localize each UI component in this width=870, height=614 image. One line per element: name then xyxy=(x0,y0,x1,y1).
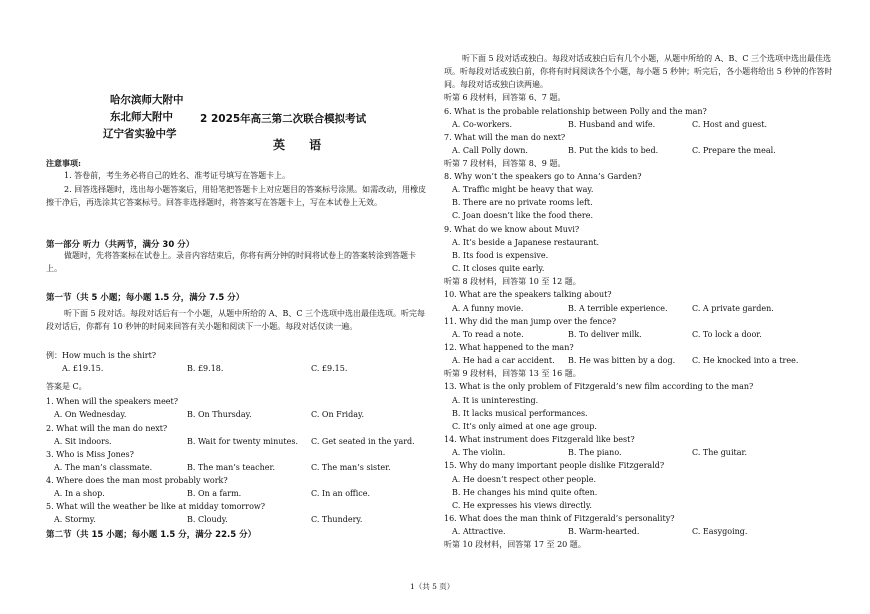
section1-heading: 第一节（共 5 小题；每小题 1.5 分，满分 7.5 分） xyxy=(46,293,245,303)
q7-option-a: A. Call Polly down. xyxy=(452,146,528,155)
q8-option-a: A. Traffic might be heavy that way. xyxy=(452,185,594,194)
q4-option-b: B. On a farm. xyxy=(187,489,242,498)
q12-option-c: C. He knocked into a tree. xyxy=(692,356,799,365)
q6-option-c: C. Host and guest. xyxy=(692,120,768,129)
q9-option-b: B. Its food is expensive. xyxy=(452,251,549,260)
q10-option-a: A. A funny movie. xyxy=(452,304,524,313)
q2-option-b: B. Wait for twenty minutes. xyxy=(187,437,298,446)
q11-option-c: C. To lock a door. xyxy=(692,330,762,339)
question-1: 1. When will the speakers meet? xyxy=(46,397,179,406)
q8-option-c: C. Joan doesn’t like the food there. xyxy=(452,211,593,220)
example-question: 例：How much is the shirt? xyxy=(46,351,157,360)
q6-option-b: B. Husband and wife. xyxy=(568,120,656,129)
part1-intro: 做题时，先将答案标在试卷上。录音内容结束后，你将有两分钟的时间将试卷上的答案转涂到答题卡上。 xyxy=(46,251,416,273)
q5-option-c: C. Thundery. xyxy=(311,515,363,524)
q15-option-b: B. He changes his mind quite often. xyxy=(452,488,598,497)
part1-heading: 第一部分 听力（共两节，满分 30 分） xyxy=(46,240,195,250)
school-name-3: 辽宁省实验中学 xyxy=(103,128,177,140)
q15-option-c: C. He expresses his views directly. xyxy=(452,501,592,510)
material-7-note: 听第 7 段材料，回答第 8、9 题。 xyxy=(444,159,566,168)
q3-option-a: A. The man’s classmate. xyxy=(54,463,153,472)
q1-option-a: A. On Wednesday. xyxy=(54,410,127,419)
material-8-note: 听第 8 段材料，回答第 10 至 12 题。 xyxy=(444,277,581,286)
question-8: 8. Why won’t the speakers go to Anna’s Garden? xyxy=(444,172,642,181)
q3-option-c: C. The man’s sister. xyxy=(311,463,391,472)
material-10-note: 听第 10 段材料，回答第 17 至 20 题。 xyxy=(444,540,586,549)
notes-item-1: 1. 答卷前，考生务必将自己的姓名、准考证号填写在答题卡上。 xyxy=(64,171,291,180)
q2-option-c: C. Get seated in the yard. xyxy=(311,437,415,446)
q13-option-b: B. It lacks musical performances. xyxy=(452,409,588,418)
q16-option-b: B. Warm-hearted. xyxy=(568,527,640,536)
example-answer: 答案是 C。 xyxy=(46,382,87,391)
q12-option-b: B. He was bitten by a dog. xyxy=(568,356,676,365)
subject-title: 英 语 xyxy=(273,138,332,152)
q3-option-b: B. The man’s teacher. xyxy=(187,463,276,472)
q9-option-c: C. It closes quite early. xyxy=(452,264,545,273)
q13-option-a: A. It is uninteresting. xyxy=(452,396,539,405)
q1-option-c: C. On Friday. xyxy=(311,410,364,419)
page-number: 1（共 5 页） xyxy=(410,582,455,591)
example-option-c: C. £9.15. xyxy=(311,364,348,373)
q10-option-b: B. A terrible experience. xyxy=(568,304,668,313)
section1-instructions: 听下面 5 段对话。每段对话后有一个小题，从题中所给的 A、B、C 三个选项中选出最佳选项。听完每段对话后，你都有 10 秒钟的时间来回答有关小题和阅读下一小题。每段对话仅读一遍。 xyxy=(46,309,426,331)
question-3: 3. Who is Miss Jones? xyxy=(46,450,134,459)
section2-heading: 第二节（共 15 小题；每小题 1.5 分，满分 22.5 分） xyxy=(46,530,257,540)
question-16: 16. What does the man think of Fitzgerald’s personality? xyxy=(444,514,675,523)
material-9-note: 听第 9 段材料，回答第 13 至 16 题。 xyxy=(444,369,581,378)
question-14: 14. What instrument does Fitzgerald like best? xyxy=(444,435,635,444)
notes-heading: 注意事项: xyxy=(46,158,81,168)
example-option-b: B. £9.18. xyxy=(187,364,224,373)
q8-option-b: B. There are no private rooms left. xyxy=(452,198,593,207)
q10-option-c: C. A private garden. xyxy=(692,304,774,313)
question-11: 11. Why did the man jump over the fence? xyxy=(444,317,617,326)
question-4: 4. Where does the man most probably work? xyxy=(46,476,228,485)
q6-option-a: A. Co-workers. xyxy=(452,120,513,129)
q16-option-c: C. Easygoing. xyxy=(692,527,748,536)
q11-option-b: B. To deliver milk. xyxy=(568,330,642,339)
question-5: 5. What will the weather be like at midday tomorrow? xyxy=(46,502,266,511)
material-6-note: 听第 6 段材料，回答第 6、7 题。 xyxy=(444,93,566,102)
example-option-a: A. £19.15. xyxy=(62,364,104,373)
q14-option-c: C. The guitar. xyxy=(692,448,747,457)
q5-option-a: A. Stormy. xyxy=(54,515,96,524)
q5-option-b: B. Cloudy. xyxy=(187,515,228,524)
q14-option-a: A. The violin. xyxy=(452,448,506,457)
question-7: 7. What will the man do next? xyxy=(444,133,566,142)
exam-title: 2 2025年高三第二次联合模拟考试 xyxy=(200,113,367,125)
q7-option-b: B. Put the kids to bed. xyxy=(568,146,659,155)
school-name-2: 东北师大附中 xyxy=(110,111,173,123)
q1-option-b: B. On Thursday. xyxy=(187,410,252,419)
question-15: 15. Why do many important people dislike Fitzgerald? xyxy=(444,461,665,470)
school-name-1: 哈尔滨师大附中 xyxy=(110,94,184,106)
question-2: 2. What will the man do next? xyxy=(46,424,168,433)
q14-option-b: B. The piano. xyxy=(568,448,622,457)
q2-option-a: A. Sit indoors. xyxy=(54,437,112,446)
question-12: 12. What happened to the man? xyxy=(444,343,574,352)
question-9: 9. What do we know about Muvi? xyxy=(444,225,580,234)
q11-option-a: A. To read a note. xyxy=(452,330,524,339)
question-10: 10. What are the speakers talking about? xyxy=(444,290,612,299)
q4-option-c: C. In an office. xyxy=(311,489,371,498)
q15-option-a: A. He doesn’t respect other people. xyxy=(452,475,597,484)
q16-option-a: A. Attractive. xyxy=(452,527,506,536)
section2-instructions: 听下面 5 段对话或独白。每段对话或独白后有几个小题，从题中所给的 A、B、C 三个选项中选出最佳选项。听每段对话或独白前，你将有时间阅读各个小题，每小题 5 秒钟；听完后，各小题将给出 5 秒钟的作答时间。每段对话或独白读两遍。 xyxy=(444,54,833,89)
q13-option-c: C. It’s only aimed at one age group. xyxy=(452,422,597,431)
notes-item-2: 2. 回答选择题时，选出每小题答案后，用铅笔把答题卡上对应题目的答案标号涂黑。如需改动，用橡皮擦干净后，再选涂其它答案标号。回答非选择题时，将答案写在答题卡上，写在本试卷上无效。 xyxy=(46,185,427,207)
q12-option-a: A. He had a car accident. xyxy=(452,356,555,365)
q7-option-c: C. Prepare the meal. xyxy=(692,146,776,155)
question-13: 13. What is the only problem of Fitzgerald’s new film according to the man? xyxy=(444,382,754,391)
q4-option-a: A. In a shop. xyxy=(54,489,105,498)
q9-option-a: A. It’s beside a Japanese restaurant. xyxy=(452,238,600,247)
question-6: 6. What is the probable relationship between Polly and the man? xyxy=(444,107,707,116)
